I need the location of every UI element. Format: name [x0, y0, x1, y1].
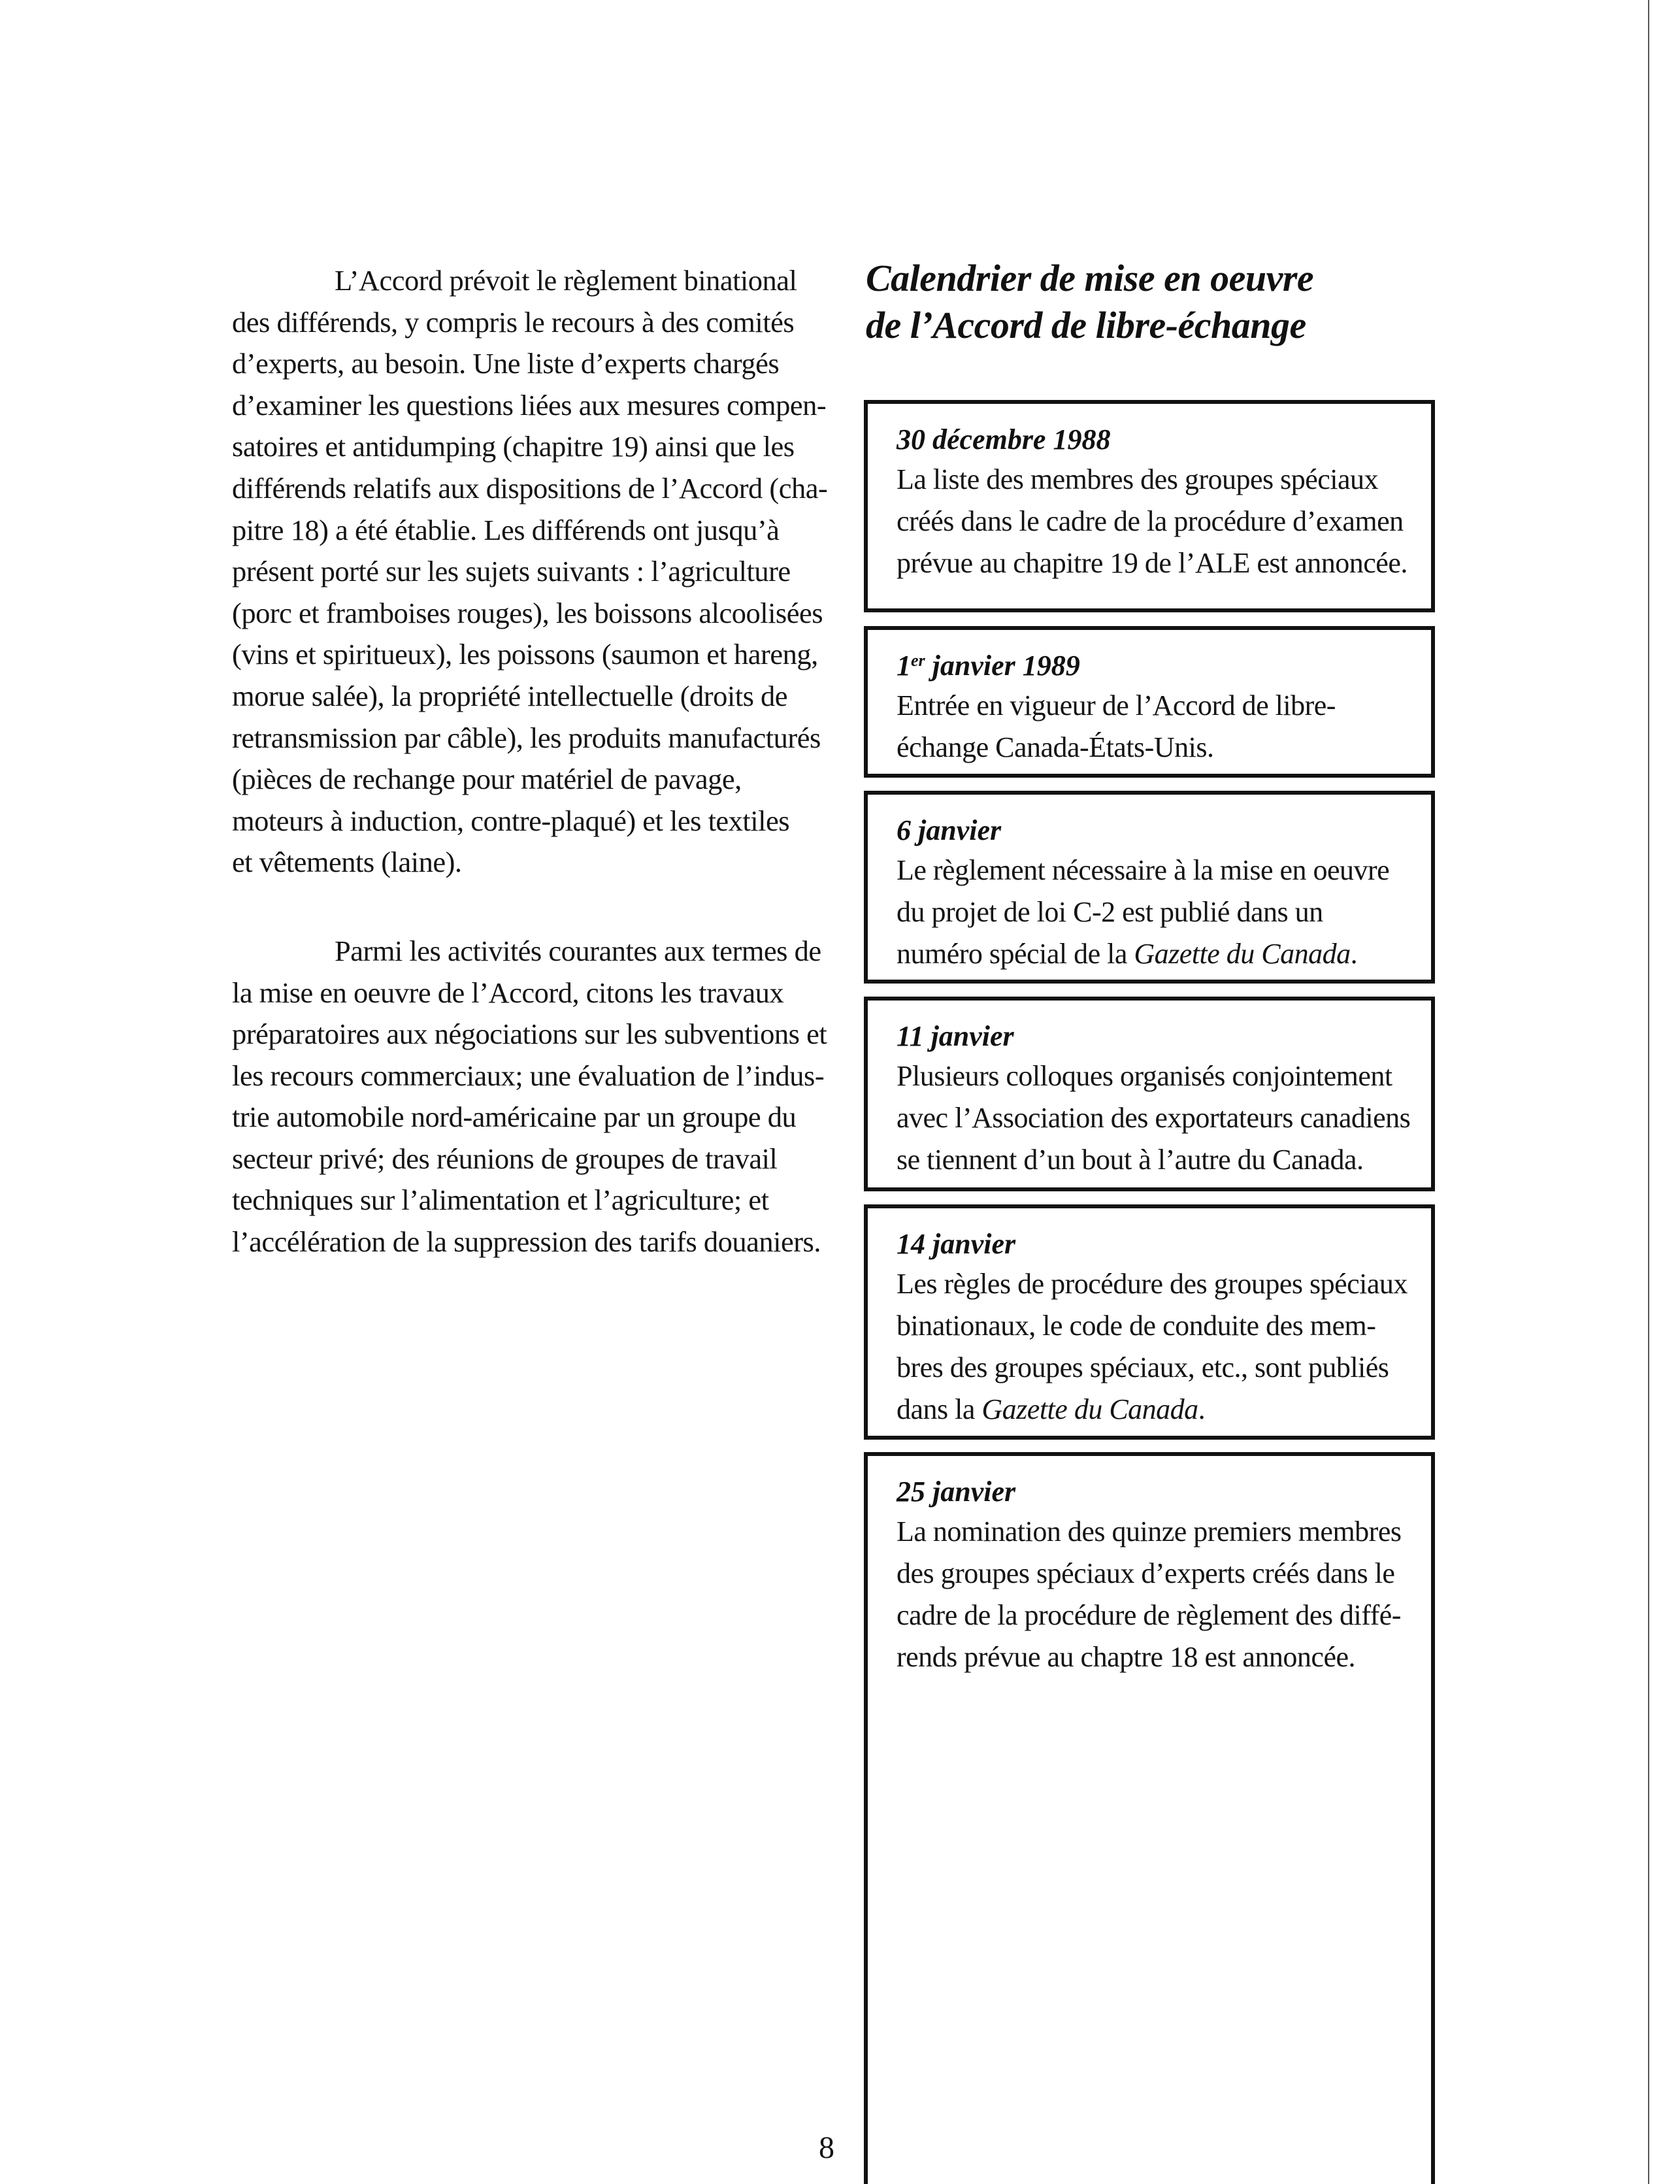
publication-title: Gazette du Canada: [981, 1393, 1198, 1425]
entry-text-line: dans la Gazette du Canada.: [897, 1393, 1206, 1425]
text-line: trie automobile nord-américaine par un groupe du: [232, 1100, 797, 1134]
publication-title: Gazette du Canada: [1134, 938, 1351, 970]
entry-text-line: binationaux, le code de conduite des mem-: [897, 1310, 1376, 1342]
calendar-title: [866, 255, 1454, 349]
text-line: d’experts, au besoin. Une liste d’experts chargés: [232, 347, 780, 380]
text-line: préparatoires aux négociations sur les subventions et: [232, 1018, 827, 1051]
calendar-title-line: Calendrier de mise en oeuvre: [866, 257, 1314, 299]
entry-text-line: créés dans le cadre de la procédure d’examen: [897, 505, 1404, 537]
text-line: et vêtements (laine).: [232, 846, 462, 879]
entry-description: [897, 1263, 1411, 1431]
entry-text-line: numéro spécial de la Gazette du Canada.: [897, 938, 1358, 970]
text-line: (porc et framboises rouges), les boissons alcoolisées: [232, 596, 823, 629]
entry-date: 6 janvier: [897, 814, 1002, 846]
entry-text-line: Plusieurs colloques organisés conjointement: [897, 1060, 1392, 1092]
entry-description: [897, 1055, 1411, 1181]
entry-text-line: La nomination des quinze premiers membres: [897, 1515, 1402, 1547]
calendar-title-line: de l’Accord de libre-échange: [866, 304, 1306, 346]
entry-description: [897, 1511, 1411, 1678]
calendar-entry: [864, 626, 1435, 778]
text-line: l’accélération de la suppression des tarifs douaniers.: [232, 1225, 821, 1259]
text-line: techniques sur l’alimentation et l’agriculture; et: [232, 1183, 769, 1217]
calendar-entry: [864, 791, 1435, 984]
entry-text-line: se tiennent d’un bout à l’autre du Canada.: [897, 1144, 1364, 1176]
page-number: 8: [819, 2130, 834, 2165]
text-line: (vins et spiritueux), les poissons (saumon et hareng,: [232, 638, 818, 671]
text-line: d’examiner les questions liées aux mesures compen-: [232, 388, 827, 422]
entry-text-line: Entrée en vigueur de l’Accord de libre-: [897, 689, 1336, 721]
entry-text-line: avec l’Association des exportateurs canadiens: [897, 1102, 1411, 1134]
text-line: morue salée), la propriété intellectuelle (droits de: [232, 679, 788, 712]
text-line: différends relatifs aux dispositions de l’Accord (cha-: [232, 471, 828, 505]
entry-description: [897, 685, 1411, 769]
text-line: satoires et antidumping (chapitre 19) ainsi que les: [232, 430, 795, 463]
text-line: L’Accord prévoit le règlement binational: [335, 264, 797, 297]
text-line: des différends, y compris le recours à des comités: [232, 305, 795, 339]
entry-text-line: La liste des membres des groupes spéciaux: [897, 463, 1379, 495]
text-line: présent porté sur les sujets suivants : l’agriculture: [232, 555, 791, 588]
text-line: pitre 18) a été établie. Les différends ont jusqu’à: [232, 513, 780, 546]
text-line: moteurs à induction, contre-plaqué) et les textiles: [232, 804, 790, 837]
text-line: secteur privé; des réunions de groupes de travail: [232, 1142, 778, 1175]
entry-date: 25 janvier: [897, 1476, 1016, 1508]
entry-text-line: cadre de la procédure de règlement des diffé-: [897, 1599, 1401, 1631]
entry-date: 30 décembre 1988: [897, 423, 1111, 455]
calendar-entry: [864, 997, 1435, 1191]
entry-text-line: échange Canada-États-Unis.: [897, 731, 1214, 763]
body-text-column: [232, 260, 828, 1263]
entry-date: 11 janvier: [897, 1020, 1014, 1052]
entry-text-line: Les règles de procédure des groupes spéciaux: [897, 1268, 1408, 1300]
paragraph-dispute-settlement: [232, 260, 828, 884]
entry-text-line: Le règlement nécessaire à la mise en oeuvre: [897, 854, 1390, 886]
ordinal-superscript: er: [911, 651, 925, 670]
text-line: la mise en oeuvre de l’Accord, citons les travaux: [232, 976, 784, 1009]
entry-date: 14 janvier: [897, 1228, 1016, 1260]
entry-description: [897, 459, 1411, 584]
text-line: les recours commerciaux; une évaluation de l’indus-: [232, 1059, 825, 1092]
page-edge-line: [1648, 0, 1649, 2184]
calendar-entry: [864, 1452, 1435, 2184]
entry-date: 1er janvier 1989: [897, 650, 1080, 682]
entry-text-line: rends prévue au chaptre 18 est annoncée.: [897, 1641, 1356, 1673]
entry-description: [897, 850, 1411, 975]
text-line: retransmission par câble), les produits manufacturés: [232, 721, 821, 754]
entry-text-line: prévue au chapitre 19 de l’ALE est annoncée.: [897, 547, 1408, 579]
calendar-entry: [864, 400, 1435, 612]
text-line: (pièces de rechange pour matériel de pavage,: [232, 763, 742, 796]
paragraph-current-activities: [232, 931, 827, 1263]
entry-text-line: du projet de loi C-2 est publié dans un: [897, 896, 1323, 928]
entry-text-line: bres des groupes spéciaux, etc., sont publiés: [897, 1351, 1389, 1383]
paragraph-spacer: [232, 884, 800, 931]
entry-text-line: des groupes spéciaux d’experts créés dans le: [897, 1557, 1395, 1589]
text-line: Parmi les activités courantes aux termes de: [335, 934, 821, 967]
calendar-entry: [864, 1204, 1435, 1440]
